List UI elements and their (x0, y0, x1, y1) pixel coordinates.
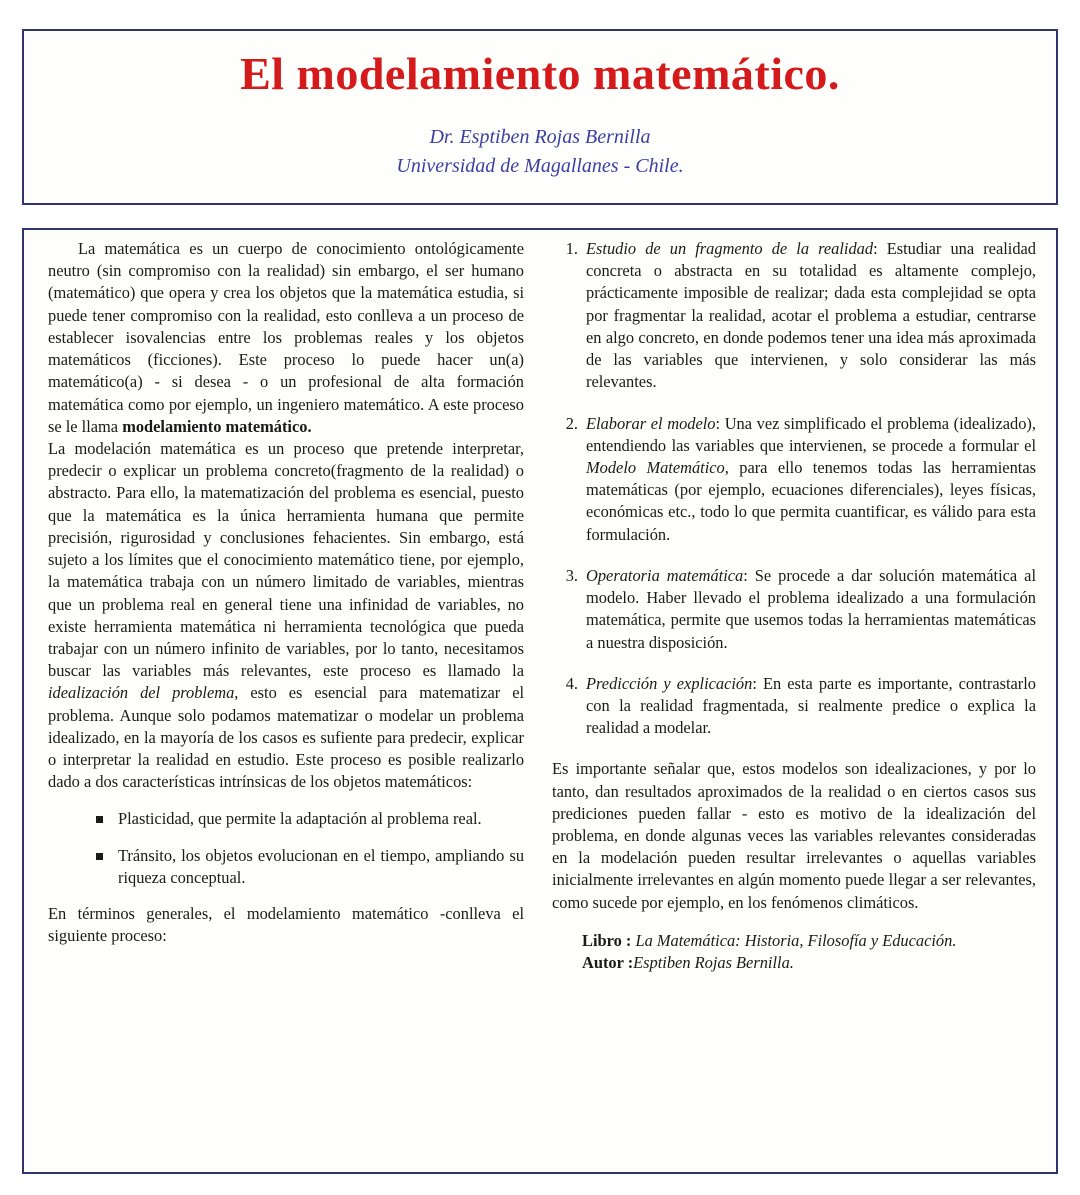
page-title: El modelamiento matemático. (240, 48, 840, 99)
step-number: 1. (565, 239, 579, 258)
reference-author-value: Esptiben Rojas Bernilla. (633, 953, 794, 973)
step-number: 2. (565, 413, 579, 433)
body-content-frame (22, 228, 1058, 1174)
left-paragraph-2-text-b: , esto es esencial para matematizar el problema. Aunque solo podamos matematizar o modelar un problema idealizado, en la mayoría de los casos es sufiente para predecir, explicar o interpretar la realidad en estudio. Este proceso es posible realizarlo dado a dos características intrínsicas de los objetos matemáticos: (48, 683, 525, 792)
author-affiliation: Universidad de Magallanes - Chile. (396, 155, 684, 178)
step-body: Estudiar una realidad concreta o abstracta en su totalidad es altamente complejo, prácticamente imposible de realizar; dada esta complejidad se opta por fragmentar la realidad, acotar el problema a estudiar, centrarse en algo concreto, en donde podemos tener una idea más aproximada de las variables que intervienen, y solo considerar las más relevantes. (586, 239, 1036, 392)
step-title: Estudio de un fragmento de la realidad (586, 239, 874, 258)
step-body-italic-term: Modelo Matemático (586, 457, 725, 477)
step-body: En esta parte es importante, contrastarlo con la realidad fragmentada, si realmente predice o explica la realidad a modelar. (586, 673, 1037, 738)
reference-author-label: Autor : (582, 953, 634, 973)
square-bullet-icon (96, 816, 103, 823)
step-separator: : (743, 565, 755, 585)
modeling-steps-list (552, 238, 1036, 739)
step-number: 4. (565, 673, 579, 693)
bullet-text: Tránsito, los objetos evolucionan en el tiempo, ampliando su riqueza conceptual. (118, 845, 525, 887)
left-paragraph-1-text: La matemática es un cuerpo de conocimiento ontológicamente neutro (sin compromiso con la realidad) sin embargo, el ser humano (matemático) que opera y crea los objetos que la matemática estudia, si puede tener compromiso con la realidad, esto conlleva a un proceso de establecer isovalencias entre los problemas reales y los objetos matemáticos (ficciones). Este proceso lo puede hacer un(a) matemático(a) - si desea - o un profesional de alta formación matemática como por ejemplo, un ingeniero matemático. A este proceso se le llama (48, 239, 525, 436)
list-item (96, 845, 524, 889)
step-separator: : (752, 673, 763, 693)
left-paragraph-2-text-a: La modelación matemática es un proceso que pretende interpretar, predecir o explicar un problema concreto(fragmento de la realidad) o abstracto. Para ello, la matematización del problema es esencial, puesto que la matemática es la única herramienta humana que permite precisión, rigurosidad y conclusiones fehacientes. Sin embargo, está sujeto a los límites que el conocimiento matemático tiene, por ejemplo, la matemática trabaja con un número limitado de variables, mientras que un problema real en general tiene una infinidad de variables, no existe herramienta matemática ni herramienta tecnológica que pueda trabajar con un número infinito de variables, por lo tanto, necesitamos buscar las variables más relevantes, este proceso es llamado la (48, 438, 525, 681)
step-title: Operatoria matemática (586, 565, 744, 585)
reference-author (552, 952, 1036, 974)
left-paragraph-1-bold-term: modelamiento matemático. (122, 416, 312, 436)
step-body-b: , para ello tenemos todas las herramientas matemáticas (por ejemplo, ecuaciones diferenciales), leyes físicas, económicas etc., todo lo que permita cuantificar, es válido para esta formulación. (586, 457, 1036, 544)
left-column (34, 238, 538, 1166)
bullet-text: Plasticidad, que permite la adaptación al problema real. (118, 809, 482, 829)
step-title: Elaborar el modelo (586, 413, 716, 433)
list-item-step-1 (552, 238, 1036, 394)
left-paragraph-2 (48, 438, 524, 794)
list-item-step-4 (552, 673, 1036, 740)
right-column (538, 238, 1046, 1166)
step-separator: : (715, 413, 725, 433)
step-body: Se procede a dar solución matemática al modelo. Haber llevado el problema idealizado a una formulación matemática, permite que usemos todas la herramientas matemáticas a nuestra disposición. (586, 565, 1036, 652)
list-item-step-2 (552, 413, 1036, 546)
list-item (96, 808, 524, 830)
reference-book-label: Libro : (582, 930, 632, 950)
step-body-a: Una vez simplificado el problema (idealizado), entendiendo las variables que intervienen, se procede a formular el (586, 413, 1036, 455)
list-item-step-3 (552, 565, 1036, 654)
title-header-box (22, 29, 1058, 205)
step-number: 3. (565, 565, 579, 585)
characteristics-bullet-list (48, 808, 524, 889)
author-block (396, 123, 683, 181)
reference-book-value: La Matemática: Historia, Filosofía y Educación. (635, 930, 957, 950)
author-name: Dr. Esptiben Rojas Bernilla (429, 126, 651, 149)
reference-book (552, 930, 1036, 952)
left-paragraph-1 (48, 238, 524, 438)
closing-paragraph: Es importante señalar que, estos modelos son idealizaciones, y por lo tanto, dan resultados aproximados de la realidad o en ciertos casos sus prediciones pueden fallar - esto es motivo de la idealización del problema, en donde algunas veces las variables relevantes consideradas en la modelación pueden resultar irrelevantes o aquellas variables inicialmente irrelevantes en algún momento puede llegar a ser relevantes, como sucede por ejemplo, en los fenómenos climáticos. (552, 759, 1036, 912)
step-title: Predicción y explicación (586, 673, 753, 693)
square-bullet-icon (96, 853, 103, 860)
left-paragraph-2-italic-term: idealización del problema (48, 683, 235, 703)
two-column-layout (34, 238, 1046, 1166)
left-paragraph-3: En términos generales, el modelamiento matemático -conlleva el siguiente proceso: (48, 904, 525, 946)
references-block (552, 930, 1036, 974)
step-separator: : (873, 239, 887, 258)
